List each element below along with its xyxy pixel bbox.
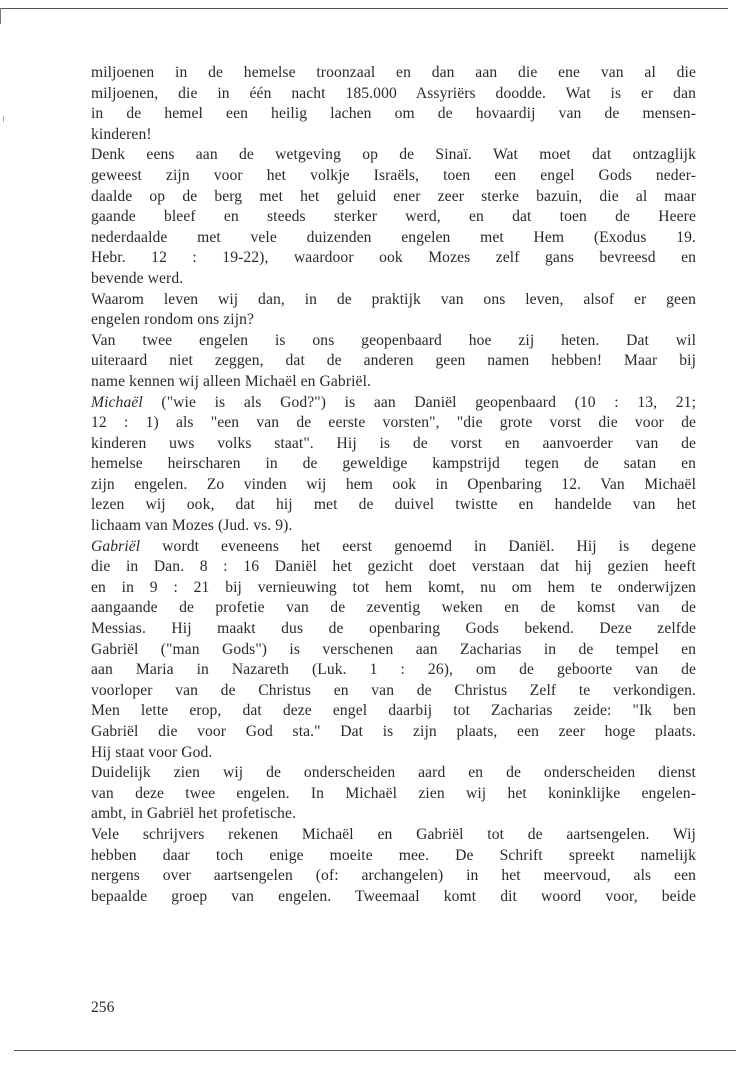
line-text: aangaande de profetie van de zeventig weken en de komst van de [91,599,696,617]
line-text: en in 9 : 21 bij vernieuwing tot hem komt, nu om hem te onderwijzen [91,578,696,596]
text-line [91,63,696,84]
italic-term: Gabriël [91,537,141,555]
line-text: Denk eens aan de wetgeving op de Sinaï. Wat moet dat ontzaglijk [91,146,696,164]
text-line [91,290,696,311]
text-line [91,887,696,908]
text-line [91,804,696,825]
line-text: daalde op de berg met het geluid ener zeer sterke bazuin, die al maar [91,187,696,205]
line-text: Hij staat voor God. [91,743,213,761]
text-line [91,660,696,681]
line-text: lezen wij ook, dat hij met de duivel twistte en handelde van het [91,496,696,514]
line-text: miljoenen, die in één nacht 185.000 Assyriërs doodde. Wat is er dan [91,84,696,102]
line-text: bevende werd. [91,269,184,287]
text-line [91,701,696,722]
text-line [91,393,696,414]
line-text: aan Maria in Nazareth (Luk. 1 : 26), om de geboorte van de [91,661,696,679]
line-text: Messias. Hij maakt dus de openbaring Gods bekend. Deze zelfde [91,620,696,638]
text-line [91,846,696,867]
line-text: Waarom leven wij dan, in de praktijk van ons leven, alsof er geen [91,290,696,308]
line-text: van deze twee engelen. In Michaël zien wij het koninklijke engelen- [91,784,696,802]
text-line [91,434,696,455]
text-line [91,722,696,743]
line-text: die in Dan. 8 : 16 Daniël het gezicht doet verstaan dat hij gezien heeft [91,558,696,576]
line-text: Van twee engelen is ons geopenbaard hoe zij heten. Dat wil [91,331,696,349]
text-line [91,516,696,537]
text-line [91,825,696,846]
line-text: miljoenen in de hemelse troonzaal en dan aan die ene van al die [91,64,696,81]
line-text: Hebr. 12 : 19-22), waardoor ook Mozes zelf gans bevreesd en [91,249,696,267]
text-line [91,578,696,599]
corner-mark [0,8,1,24]
text-line [91,84,696,105]
text-line [91,145,696,166]
text-line [91,743,696,764]
line-text: voorloper van de Christus en van de Christus Zelf te verkondigen. [91,681,696,699]
text-line [91,248,696,269]
line-text: Gabriël die voor God sta." Dat is zijn plaats, een zeer hoge plaats. [91,723,696,740]
line-text: kinderen! [91,125,152,143]
text-line [91,413,696,434]
text-line [91,640,696,661]
text-line [91,187,696,208]
italic-term: Michaël [91,393,143,411]
text-line [91,310,696,331]
line-text: Vele schrijvers rekenen Michaël en Gabriël tot de aartsengelen. Wij [91,825,696,843]
line-text: lichaam van Mozes (Jud. vs. 9). [91,517,293,535]
text-line [91,763,696,784]
margin-mark [3,116,4,122]
page-number: 256 [91,999,115,1016]
line-text: zijn engelen. Zo vinden wij hem ook in Openbaring 12. Van Michaël [91,475,696,493]
line-text: ("wie is als God?") is aan Daniël geopenbaard (10 : 13, 21; [142,393,696,411]
text-line [91,619,696,640]
line-text: ambt, in Gabriël het profetische. [91,805,297,823]
line-text: nederdaalde met vele duizenden engelen met Hem (Exodus 19. [91,228,696,246]
line-text: in de hemel een heilig lachen om de hovaardij van de mensen- [91,105,696,123]
text-line [91,104,696,125]
text-line [91,269,696,290]
text-line [91,475,696,496]
line-text: Gabriël ("man Gods") is verschenen aan Zacharias in de tempel en [91,640,696,658]
text-line [91,681,696,702]
text-line [91,228,696,249]
bottom-rule [14,1050,736,1051]
line-text: geweest zijn voor het volkje Israëls, toen een engel Gods neder- [91,166,696,184]
line-text: nergens over aartsengelen (of: archangelen) in het meervoud, als een [91,867,696,885]
text-line [91,495,696,516]
line-text: name kennen wij alleen Michaël en Gabriël. [91,372,372,390]
text-line [91,372,696,393]
line-text: hemelse heirscharen in de geweldige kampstrijd tegen de satan en [91,455,696,473]
text-line [91,454,696,475]
text-line [91,557,696,578]
text-line [91,331,696,352]
top-rule [0,8,728,9]
text-line [91,784,696,805]
line-text: kinderen uws volks staat". Hij is de vorst en aanvoerder van de [91,434,696,452]
line-text: uiteraard niet zeggen, dat de anderen geen namen hebben! Maar bij [91,352,696,370]
text-line [91,598,696,619]
line-text: gaande bleef en steeds sterker werd, en dat toen de Heere [91,208,696,226]
line-text: wordt eveneens het eerst genoemd in Daniël. Hij is degene [140,537,696,555]
text-line [91,207,696,228]
line-text: bepaalde groep van engelen. Tweemaal komt dit woord voor, beide [91,887,696,905]
line-text: engelen rondom ons zijn? [91,311,255,329]
line-text: Men lette erop, dat deze engel daarbij tot Zacharias zeide: "Ik ben [91,702,696,720]
line-text: Duidelijk zien wij de onderscheiden aard en de onderscheiden dienst [91,764,696,782]
text-line [91,351,696,372]
body-text [91,63,696,907]
line-text: 12 : 1) als "een van de eerste vorsten", "die grote vorst die voor de [91,414,696,432]
text-line [91,166,696,187]
text-line [91,537,696,558]
text-line [91,125,696,146]
line-text: hebben daar toch enige moeite mee. De Schrift spreekt namelijk [91,846,696,864]
text-line [91,866,696,887]
